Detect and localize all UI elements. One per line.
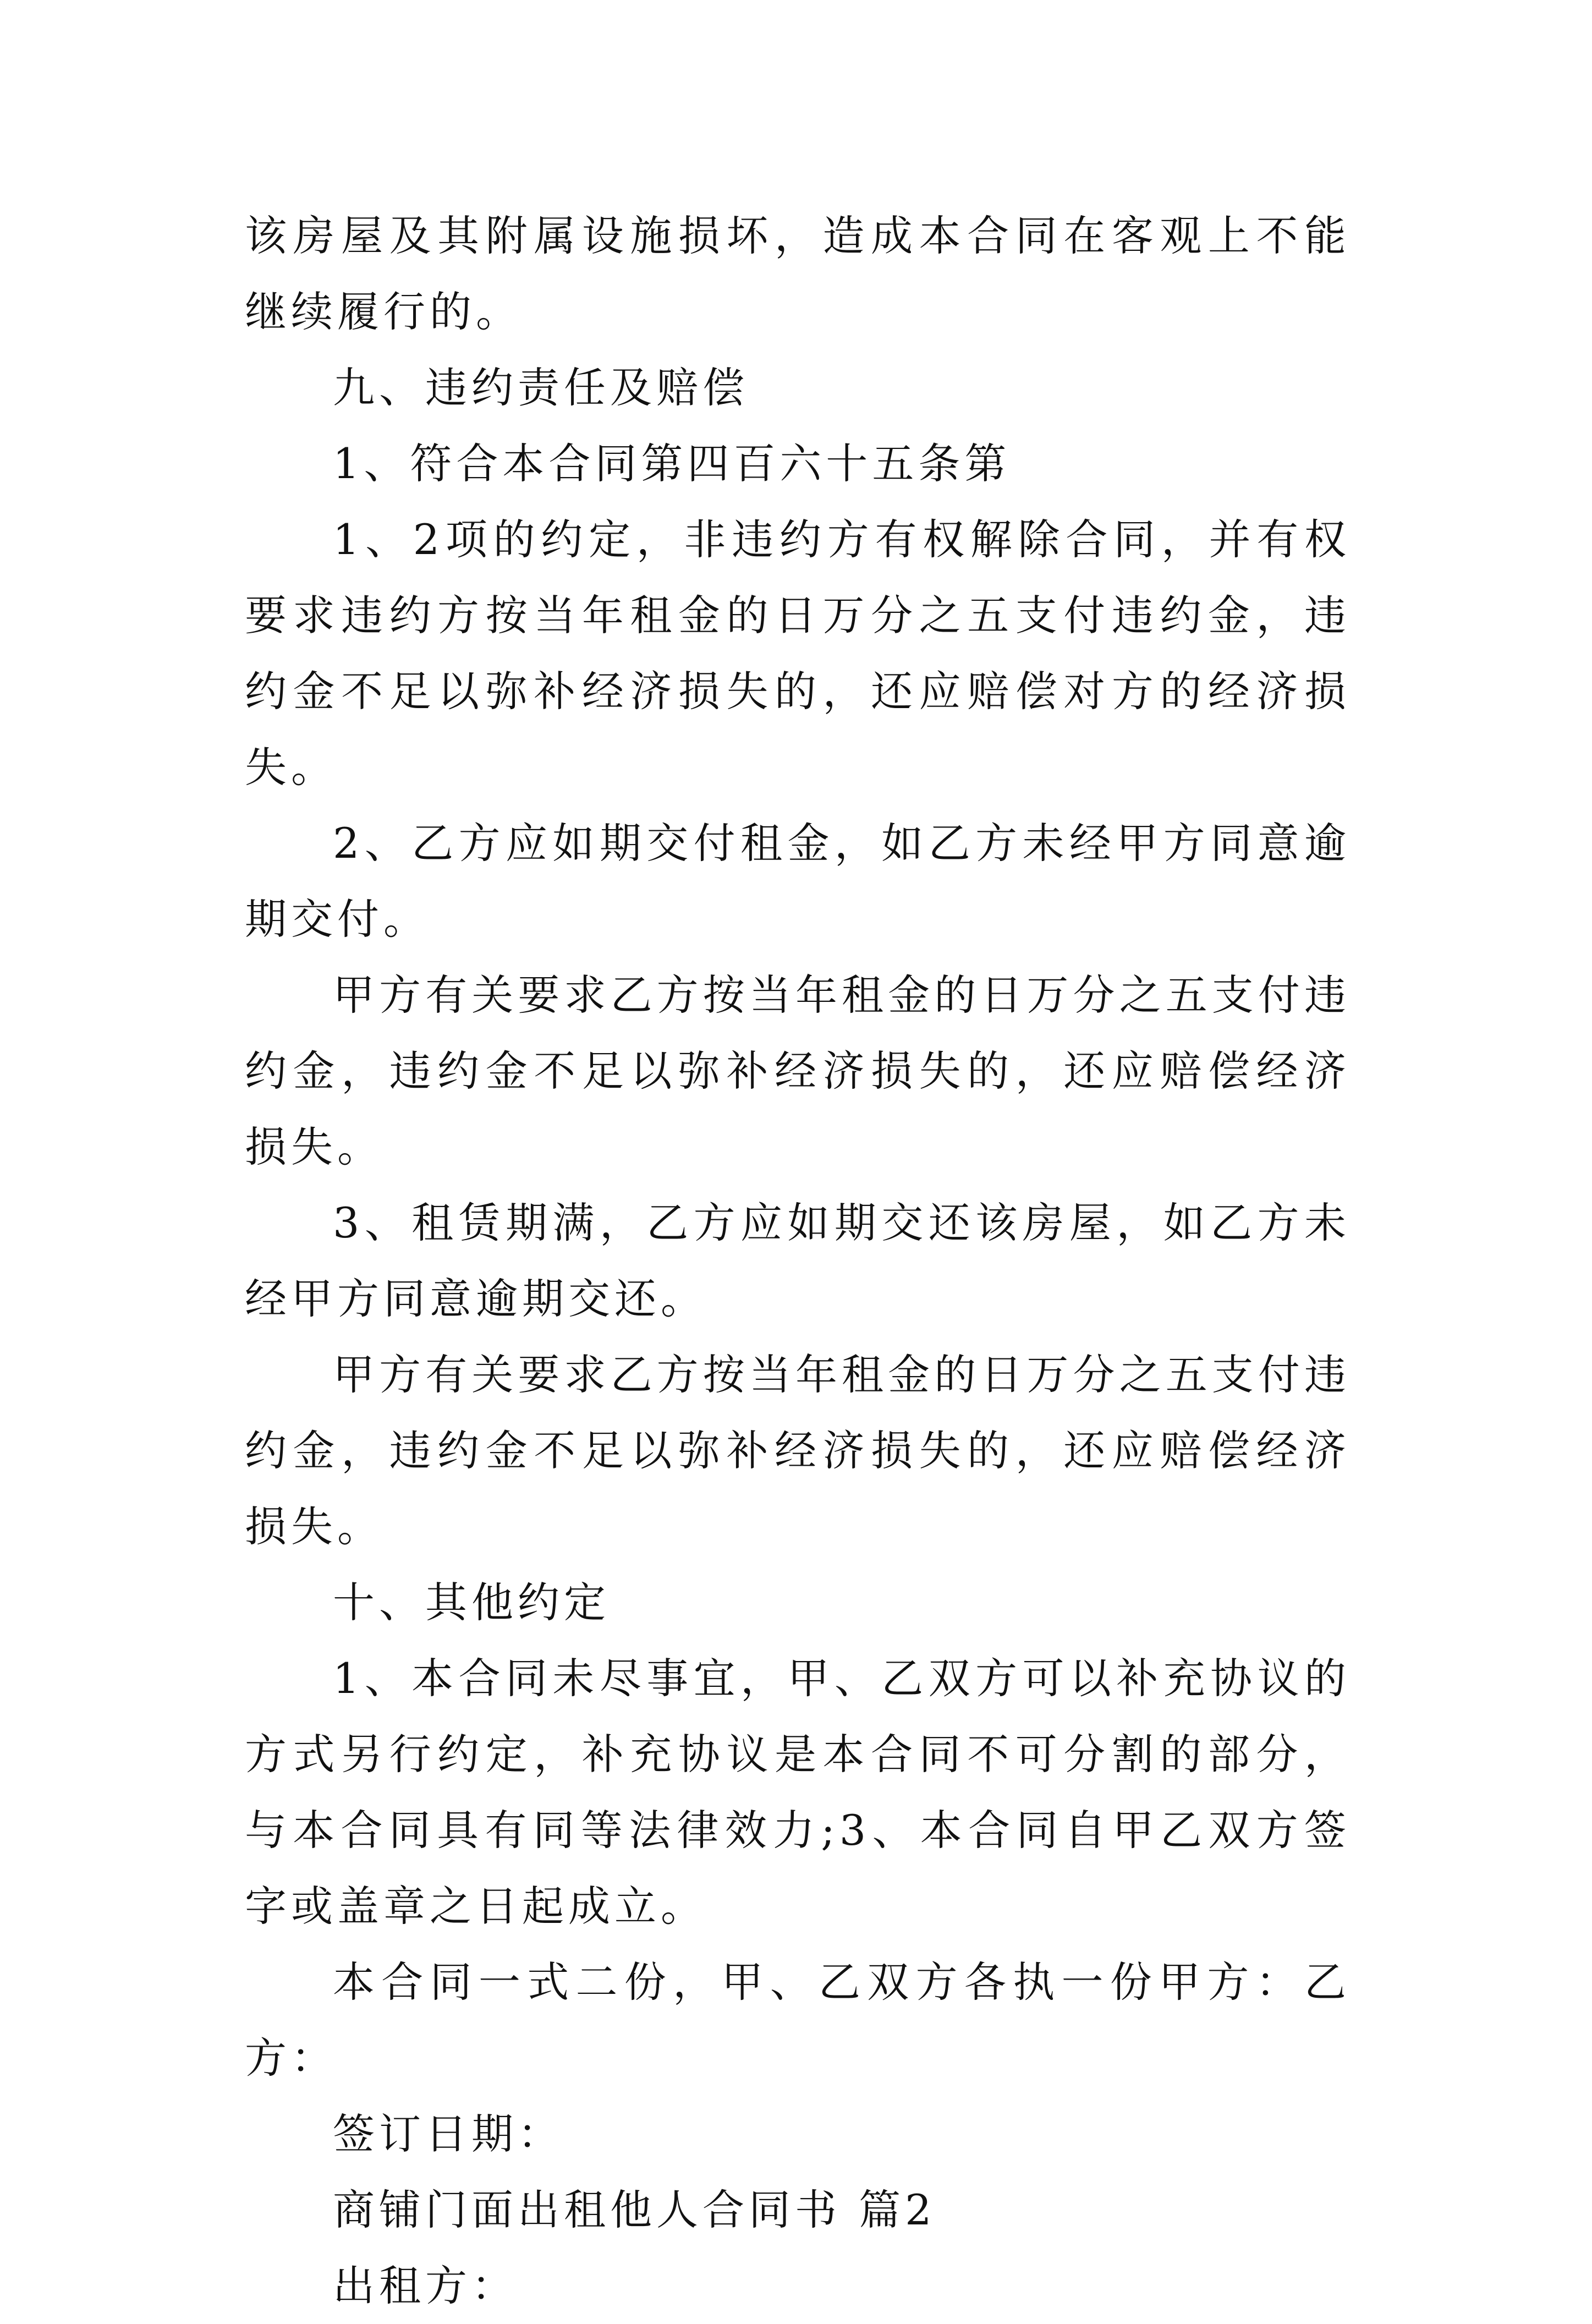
paragraph: 1、2项的约定，非违约方有权解除合同，并有权要求违约方按当年租金的日万分之五支付违约金，违约金不足以弥补经济损失的，还应赔偿对方的经济损失。 bbox=[245, 515, 1351, 792]
paragraph: 2、乙方应如期交付租金，如乙方未经甲方同意逾期交付。 bbox=[245, 819, 1351, 944]
lessor-label: 出租方： bbox=[333, 2261, 518, 2310]
paragraph-continuation: 该房屋及其附属设施损坏，造成本合同在客观上不能继续履行的。 bbox=[245, 211, 1351, 336]
document-body bbox=[245, 198, 1351, 2324]
signing-date-label: 签订日期： bbox=[333, 2109, 564, 2158]
paragraph: 1、本合同未尽事宜，甲、乙双方可以补充协议的方式另行约定，补充协议是本合同不可分割的部分，与本合同具有同等法律效力;3、本合同自甲乙双方签字或盖章之日起成立。 bbox=[245, 1654, 1351, 1931]
paragraph: 甲方有关要求乙方按当年租金的日万分之五支付违约金，违约金不足以弥补经济损失的，还应赔偿经济损失。 bbox=[245, 1350, 1351, 1551]
section-heading-10: 十、其他约定 bbox=[333, 1578, 610, 1627]
paragraph: 1、符合本合同第四百六十五条第 bbox=[333, 439, 1011, 488]
paragraph: 甲方有关要求乙方按当年租金的日万分之五支付违约金，违约金不足以弥补经济损失的，还应赔偿经济损失。 bbox=[245, 971, 1351, 1171]
paragraph: 3、租赁期满，乙方应如期交还该房屋，如乙方未经甲方同意逾期交还。 bbox=[245, 1198, 1351, 1323]
section-heading-9: 九、违约责任及赔偿 bbox=[333, 363, 749, 412]
paragraph: 本合同一式二份，甲、乙双方各执一份甲方：乙方： bbox=[245, 1958, 1351, 2082]
document-section-title: 商铺门面出租他人合同书 篇2 bbox=[333, 2185, 936, 2234]
